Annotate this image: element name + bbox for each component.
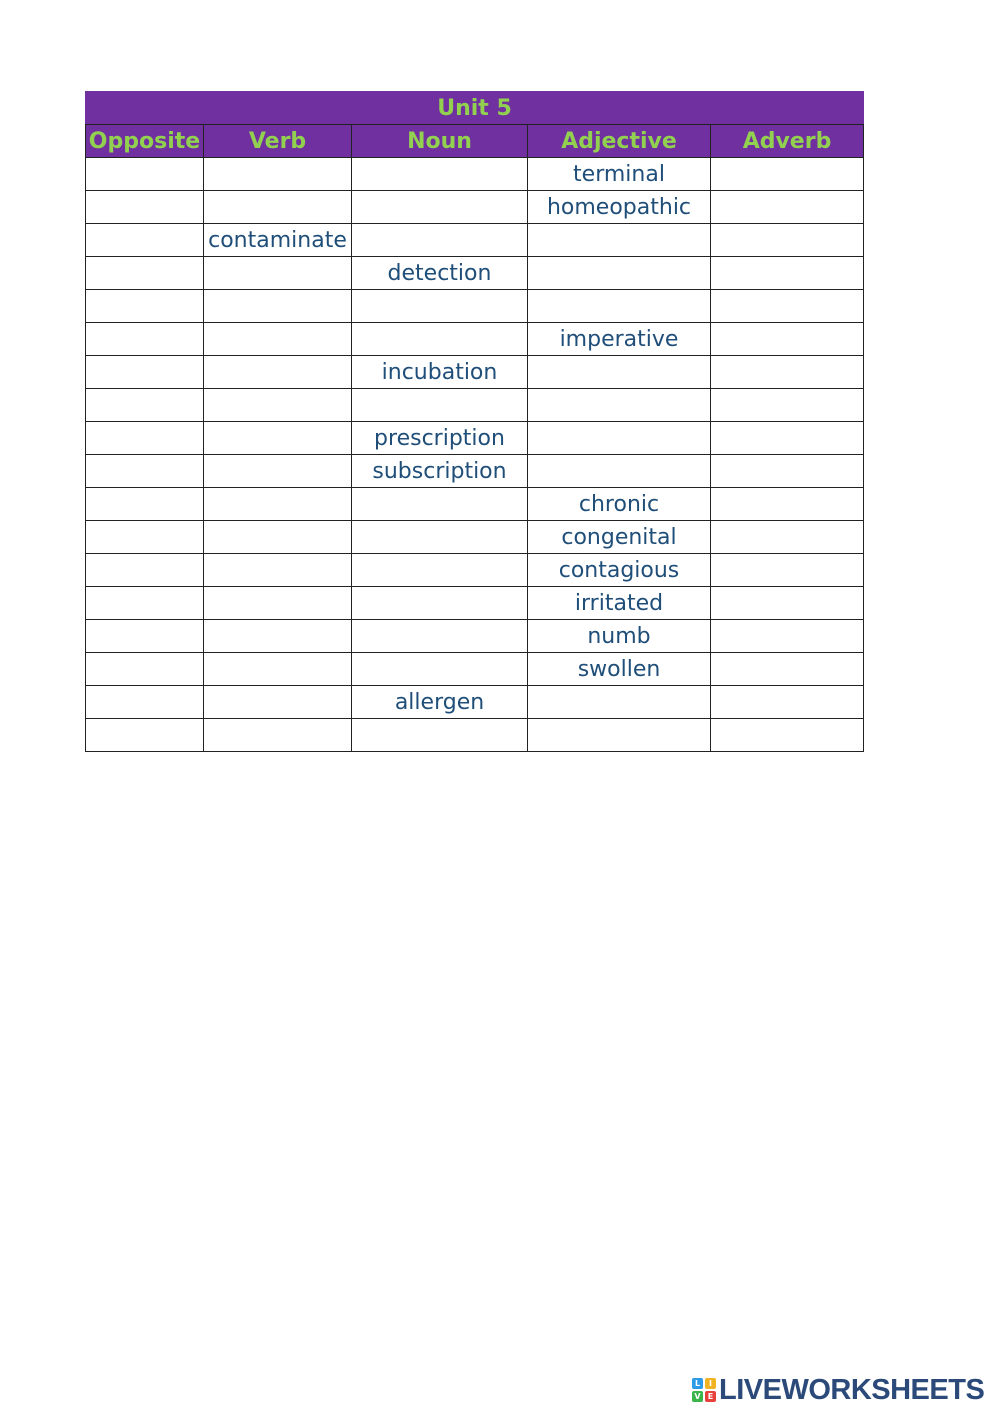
cell-opposite[interactable] [86, 224, 204, 257]
table-row [86, 158, 864, 191]
table-row [86, 257, 864, 290]
cell-verb[interactable] [204, 356, 352, 389]
cell-adverb[interactable] [711, 224, 864, 257]
cell-noun[interactable] [352, 620, 528, 653]
cell-noun[interactable] [352, 587, 528, 620]
table-title: Unit 5 [86, 92, 864, 125]
table-row [86, 686, 864, 719]
table-row [86, 290, 864, 323]
cell-noun[interactable] [352, 191, 528, 224]
cell-opposite[interactable] [86, 719, 204, 752]
cell-verb[interactable] [204, 290, 352, 323]
cell-adverb[interactable] [711, 521, 864, 554]
cell-opposite[interactable] [86, 686, 204, 719]
cell-adjective: numb [528, 620, 711, 653]
cell-opposite[interactable] [86, 257, 204, 290]
cell-adjective[interactable] [528, 686, 711, 719]
cell-opposite[interactable] [86, 323, 204, 356]
table-row [86, 389, 864, 422]
cell-noun[interactable] [352, 554, 528, 587]
cell-adverb[interactable] [711, 686, 864, 719]
cell-verb: contaminate [204, 224, 352, 257]
column-header-opposite: Opposite [86, 125, 204, 158]
table-row [86, 191, 864, 224]
cell-opposite[interactable] [86, 455, 204, 488]
cell-noun[interactable] [352, 488, 528, 521]
cell-adverb[interactable] [711, 356, 864, 389]
vocabulary-table [85, 91, 864, 752]
cell-adjective: chronic [528, 488, 711, 521]
cell-verb[interactable] [204, 719, 352, 752]
cell-adverb[interactable] [711, 323, 864, 356]
column-header-adjective: Adjective [528, 125, 711, 158]
cell-adjective: congenital [528, 521, 711, 554]
cell-adverb[interactable] [711, 455, 864, 488]
cell-noun: allergen [352, 686, 528, 719]
liveworksheets-logo-icon: L I V E [692, 1378, 716, 1402]
cell-adjective[interactable] [528, 290, 711, 323]
table-row [86, 422, 864, 455]
table-row [86, 224, 864, 257]
cell-adjective[interactable] [528, 224, 711, 257]
table-row [86, 488, 864, 521]
cell-verb[interactable] [204, 521, 352, 554]
table-row [86, 719, 864, 752]
cell-adjective[interactable] [528, 422, 711, 455]
header-row [86, 125, 864, 158]
cell-adverb[interactable] [711, 587, 864, 620]
cell-verb[interactable] [204, 191, 352, 224]
cell-opposite[interactable] [86, 389, 204, 422]
cell-opposite[interactable] [86, 488, 204, 521]
cell-adjective: imperative [528, 323, 711, 356]
column-header-noun: Noun [352, 125, 528, 158]
cell-adverb[interactable] [711, 422, 864, 455]
cell-verb[interactable] [204, 686, 352, 719]
cell-adverb[interactable] [711, 719, 864, 752]
cell-noun[interactable] [352, 521, 528, 554]
cell-opposite[interactable] [86, 587, 204, 620]
cell-verb[interactable] [204, 620, 352, 653]
cell-noun[interactable] [352, 290, 528, 323]
cell-adjective: irritated [528, 587, 711, 620]
cell-noun: prescription [352, 422, 528, 455]
cell-verb[interactable] [204, 323, 352, 356]
cell-adverb[interactable] [711, 620, 864, 653]
cell-noun[interactable] [352, 719, 528, 752]
cell-noun: incubation [352, 356, 528, 389]
cell-verb[interactable] [204, 587, 352, 620]
cell-opposite[interactable] [86, 653, 204, 686]
cell-adverb[interactable] [711, 257, 864, 290]
cell-opposite[interactable] [86, 620, 204, 653]
cell-noun: subscription [352, 455, 528, 488]
column-header-adverb: Adverb [711, 125, 864, 158]
table-body [86, 158, 864, 752]
cell-opposite[interactable] [86, 290, 204, 323]
cell-noun[interactable] [352, 653, 528, 686]
cell-verb[interactable] [204, 554, 352, 587]
column-header-verb: Verb [204, 125, 352, 158]
title-row [86, 92, 864, 125]
cell-adjective: terminal [528, 158, 711, 191]
liveworksheets-logo [692, 1376, 984, 1404]
cell-verb[interactable] [204, 389, 352, 422]
cell-verb[interactable] [204, 455, 352, 488]
cell-verb[interactable] [204, 422, 352, 455]
cell-noun[interactable] [352, 389, 528, 422]
cell-adverb[interactable] [711, 554, 864, 587]
cell-adjective[interactable] [528, 719, 711, 752]
cell-noun[interactable] [352, 323, 528, 356]
cell-adjective: swollen [528, 653, 711, 686]
cell-adverb[interactable] [711, 488, 864, 521]
table-row [86, 455, 864, 488]
cell-opposite[interactable] [86, 554, 204, 587]
liveworksheets-logo-text: LIVEWORKSHEETS [719, 1374, 985, 1406]
cell-adverb[interactable] [711, 158, 864, 191]
table-row [86, 620, 864, 653]
cell-opposite[interactable] [86, 422, 204, 455]
cell-verb[interactable] [204, 653, 352, 686]
cell-noun: detection [352, 257, 528, 290]
cell-adverb[interactable] [711, 191, 864, 224]
table-row [86, 653, 864, 686]
cell-noun[interactable] [352, 158, 528, 191]
table-row [86, 554, 864, 587]
cell-adverb[interactable] [711, 290, 864, 323]
cell-adjective: homeopathic [528, 191, 711, 224]
table-row [86, 323, 864, 356]
cell-adverb[interactable] [711, 653, 864, 686]
cell-verb[interactable] [204, 488, 352, 521]
cell-verb[interactable] [204, 158, 352, 191]
cell-adjective[interactable] [528, 257, 711, 290]
cell-adjective[interactable] [528, 356, 711, 389]
cell-opposite[interactable] [86, 356, 204, 389]
table-row [86, 521, 864, 554]
cell-verb[interactable] [204, 257, 352, 290]
cell-opposite[interactable] [86, 158, 204, 191]
cell-opposite[interactable] [86, 521, 204, 554]
cell-adjective[interactable] [528, 455, 711, 488]
cell-adjective[interactable] [528, 389, 711, 422]
table-row [86, 356, 864, 389]
cell-adverb[interactable] [711, 389, 864, 422]
table-row [86, 587, 864, 620]
cell-adjective: contagious [528, 554, 711, 587]
cell-opposite[interactable] [86, 191, 204, 224]
cell-noun[interactable] [352, 224, 528, 257]
